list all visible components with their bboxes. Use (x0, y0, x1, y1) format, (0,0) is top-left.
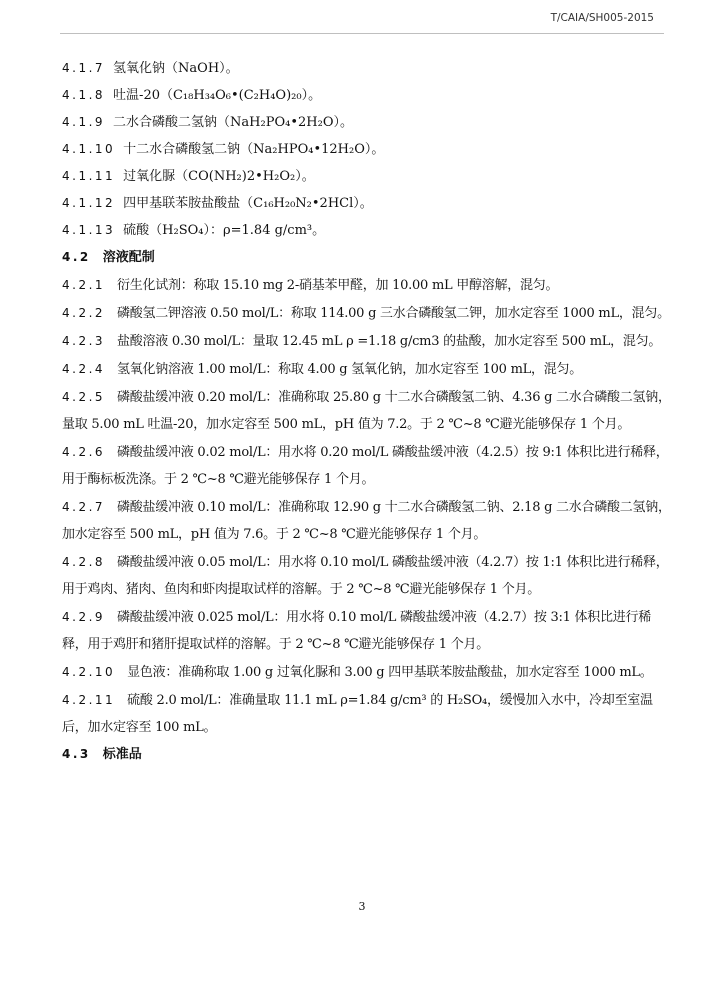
item-number: 4.1.7 (62, 61, 106, 75)
page-number: 3 (358, 900, 366, 913)
item-text: 过氧化脲（CO(NH₂)2•H₂O₂）。 (123, 169, 315, 184)
item-number: 4.1.13 (62, 223, 116, 237)
item-number: 4.2.7 (62, 500, 106, 514)
solution-item (62, 549, 672, 603)
reagent-item (62, 109, 672, 136)
item-number: 4.2.4 (62, 362, 106, 376)
item-text: 十二水合磷酸氢二钠（Na₂HPO₄•12H₂O）。 (123, 142, 385, 157)
section-heading (62, 741, 672, 768)
reagent-item (62, 82, 672, 109)
solution-item (62, 494, 672, 548)
item-number: 4.2.8 (62, 555, 106, 569)
standard-code: T/CAIA/SH005-2015 (550, 12, 654, 24)
reagent-item (62, 55, 672, 82)
item-number: 4.1.9 (62, 115, 106, 129)
item-text: 硫酸 2.0 mol/L：准确量取 11.1 mL ρ=1.84 g/cm³ 的 H₂SO₄，缓慢加入水中，冷却至室温后，加水定容至 100 mL。 (62, 693, 653, 735)
reagent-item (62, 163, 672, 190)
item-text: 盐酸溶液 0.30 mol/L：量取 12.45 mL ρ =1.18 g/cm3 的盐酸，加水定容至 500 mL，混匀。 (117, 334, 662, 349)
item-number: 4.2.3 (62, 334, 106, 348)
item-text: 氢氧化钠（NaOH）。 (113, 61, 239, 76)
item-text: 磷酸盐缓冲液 0.02 mol/L：用水将 0.20 mol/L 磷酸盐缓冲液（4.2.5）按 9:1 体积比进行稀释，用于酶标板洗涤。于 2 ℃~8 ℃避光能够保存 1 个月。 (62, 445, 669, 487)
item-text: 磷酸盐缓冲液 0.10 mol/L：准确称取 12.90 g 十二水合磷酸氢二钠、2.18 g 二水合磷酸二氢钠，加水定容至 500 mL，pH 值为 7.6。于 2 ℃~8 ℃避光能够保存 1 个月。 (62, 500, 671, 542)
item-text: 硫酸（H₂SO₄）：ρ=1.84 g/cm³。 (123, 223, 326, 238)
item-number: 4.2.11 (62, 693, 116, 707)
section-number: 4.3 (62, 747, 91, 761)
item-number: 4.1.8 (62, 88, 106, 102)
header-rule (60, 33, 664, 34)
item-text: 二水合磷酸二氢钠（NaH₂PO₄•2H₂O）。 (113, 115, 353, 130)
item-number: 4.2.1 (62, 278, 106, 292)
solution-item (62, 328, 672, 355)
item-text: 磷酸盐缓冲液 0.025 mol/L：用水将 0.10 mol/L 磷酸盐缓冲液（4.2.7）按 3:1 体积比进行稀释，用于鸡肝和猪肝提取试样的溶解。于 2 ℃~8 ℃避光能够保存 1 个月。 (62, 610, 652, 652)
item-text: 氢氧化钠溶液 1.00 mol/L：称取 4.00 g 氢氧化钠，加水定容至 100 mL，混匀。 (117, 362, 583, 377)
section-heading (62, 244, 672, 271)
item-number: 4.1.12 (62, 196, 116, 210)
item-number: 4.1.10 (62, 142, 116, 156)
section-title: 标准品 (102, 747, 142, 762)
item-number: 4.2.5 (62, 390, 106, 404)
item-text: 四甲基联苯胺盐酸盐（C₁₆H₂₀N₂•2HCl）。 (123, 196, 373, 211)
solution-item (62, 356, 672, 383)
item-text: 磷酸盐缓冲液 0.20 mol/L：准确称取 25.80 g 十二水合磷酸氢二钠、4.36 g 二水合磷酸二氢钠，量取 5.00 mL 吐温-20，加水定容至 500 mL，pH 值为 7.2。于 2 ℃~8 ℃避光能够保存 1 个月。 (62, 390, 671, 432)
item-text: 磷酸盐缓冲液 0.05 mol/L：用水将 0.10 mol/L 磷酸盐缓冲液（4.2.7）按 1:1 体积比进行稀释，用于鸡肉、猪肉、鱼肉和虾肉提取试样的溶解。于 2 ℃~8 ℃避光能够保存 1 个月。 (62, 555, 669, 597)
solution-item (62, 687, 672, 741)
solution-item (62, 300, 672, 327)
solution-item (62, 272, 672, 299)
item-text: 吐温-20（C₁₈H₃₄O₆•(C₂H₄O)₂₀）。 (113, 88, 322, 103)
reagent-item (62, 217, 672, 244)
reagent-item (62, 136, 672, 163)
solution-item (62, 439, 672, 493)
solution-item (62, 604, 672, 658)
item-number: 4.2.10 (62, 665, 116, 679)
solution-item (62, 384, 672, 438)
section-number: 4.2 (62, 250, 91, 264)
item-number: 4.1.11 (62, 169, 116, 183)
page-content (62, 55, 672, 768)
item-text: 显色液：准确称取 1.00 g 过氧化脲和 3.00 g 四甲基联苯胺盐酸盐，加水定容至 1000 mL。 (127, 665, 653, 680)
item-text: 磷酸氢二钾溶液 0.50 mol/L：称取 114.00 g 三水合磷酸氢二钾，加水定容至 1000 mL，混匀。 (117, 306, 670, 321)
section-title: 溶液配制 (102, 250, 155, 265)
item-text: 衍生化试剂：称取 15.10 mg 2-硝基苯甲醛，加 10.00 mL 甲醇溶解，混匀。 (117, 278, 559, 293)
item-number: 4.2.2 (62, 306, 106, 320)
solution-item (62, 659, 672, 686)
item-number: 4.2.9 (62, 610, 106, 624)
item-number: 4.2.6 (62, 445, 106, 459)
reagent-item (62, 190, 672, 217)
